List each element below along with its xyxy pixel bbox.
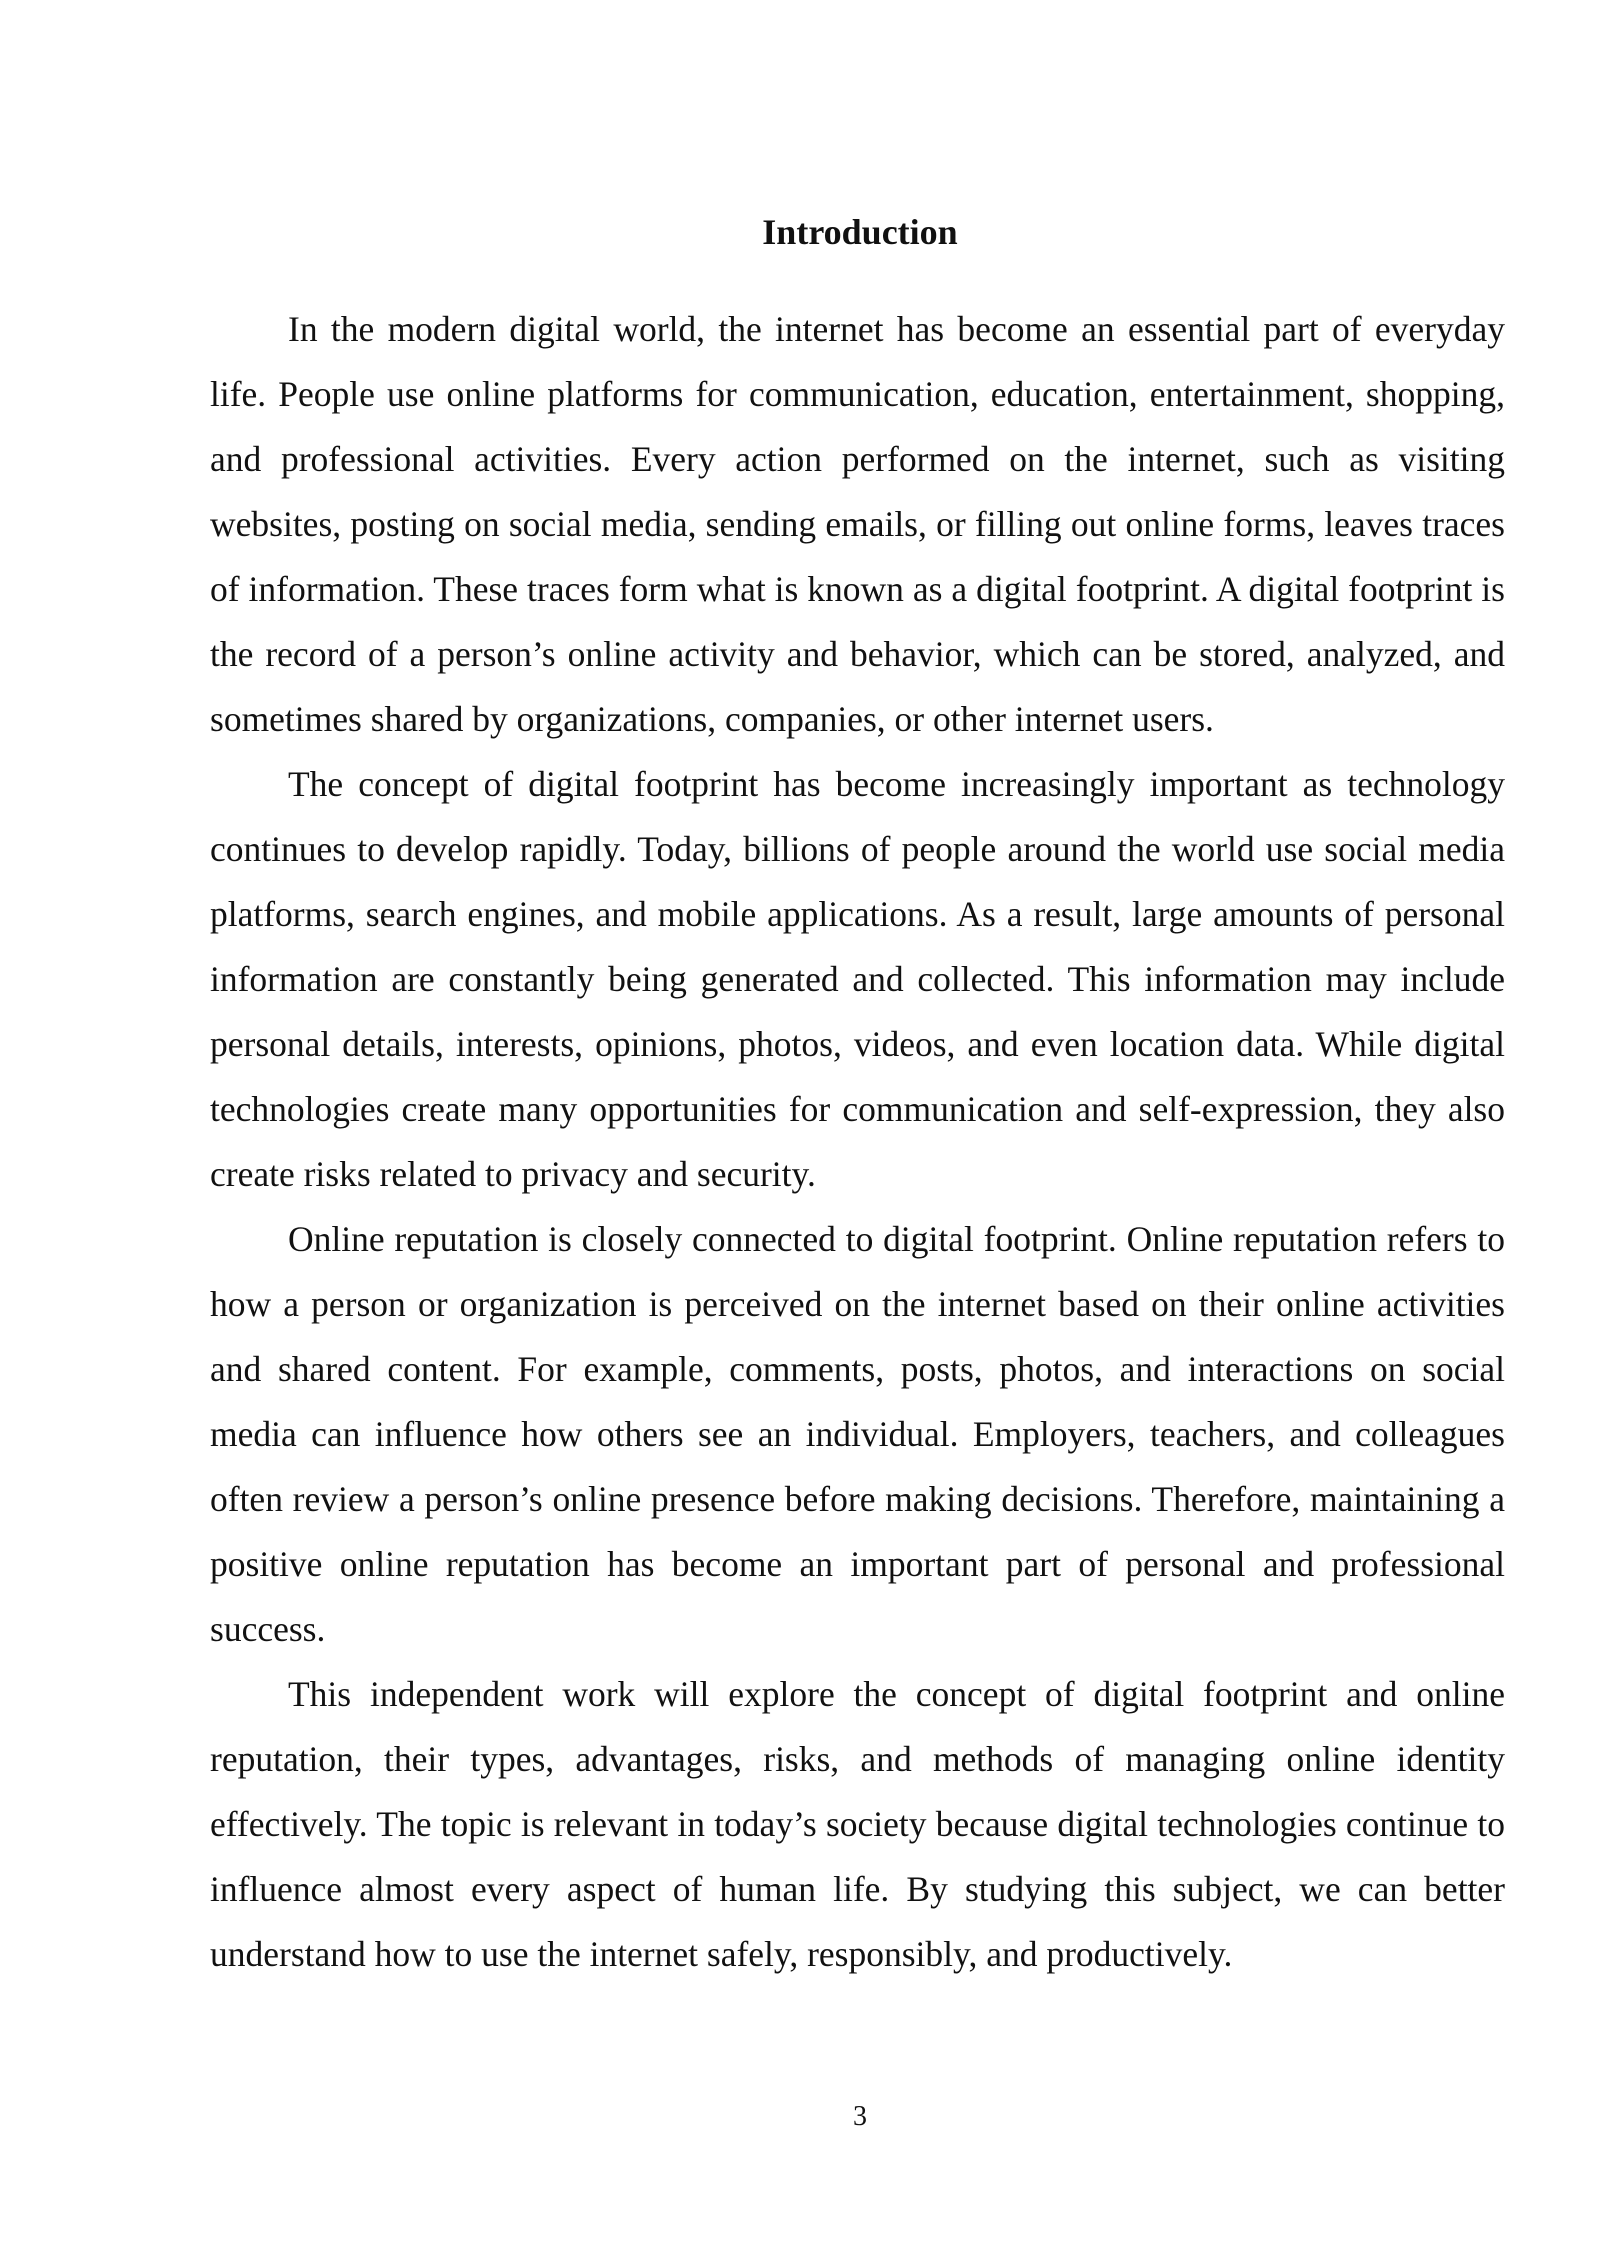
page-title: Introduction	[762, 212, 958, 252]
paragraph-3: Online reputation is closely connected to digital footprint. Online reputation refers to how a person or organization is perceived on the internet based on their online activities and shared content. For example, comments, posts, photos, and interactions on social media can influence how others see an individual. Employers, teachers, and colleagues often review a person’s online presence before making decisions. Therefore, maintaining a positive online reputation has become an important part of personal and professional success.	[210, 1219, 1505, 1649]
paragraph-4: This independent work will explore the concept of digital footprint and online reputation, their types, advantages, risks, and methods of managing online identity effectively. The topic is relevant in today’s society because digital technologies continue to influence almost every aspect of human life. By studying this subject, we can better understand how to use the internet safely, responsibly, and productively.	[210, 1674, 1505, 1974]
body-text	[210, 297, 1505, 1987]
paragraph-1: In the modern digital world, the internet has become an essential part of everyday life. People use online platforms for communication, education, entertainment, shopping, and professional activities. Every action performed on the internet, such as visiting websites, posting on social media, sending emails, or filling out online forms, leaves traces of information. These traces form what is known as a digital footprint. A digital footprint is the record of a person’s online activity and behavior, which can be stored, analyzed, and sometimes shared by organizations, companies, or other internet users.	[210, 309, 1505, 739]
page-number: 3	[853, 2101, 867, 2132]
paragraph-2: The concept of digital footprint has become increasingly important as technology continues to develop rapidly. Today, billions of people around the world use social media platforms, search engines, and mobile applications. As a result, large amounts of personal information are constantly being generated and collected. This information may include personal details, interests, opinions, photos, videos, and even location data. While digital technologies create many opportunities for communication and self-expression, they also create risks related to privacy and security.	[210, 764, 1505, 1194]
